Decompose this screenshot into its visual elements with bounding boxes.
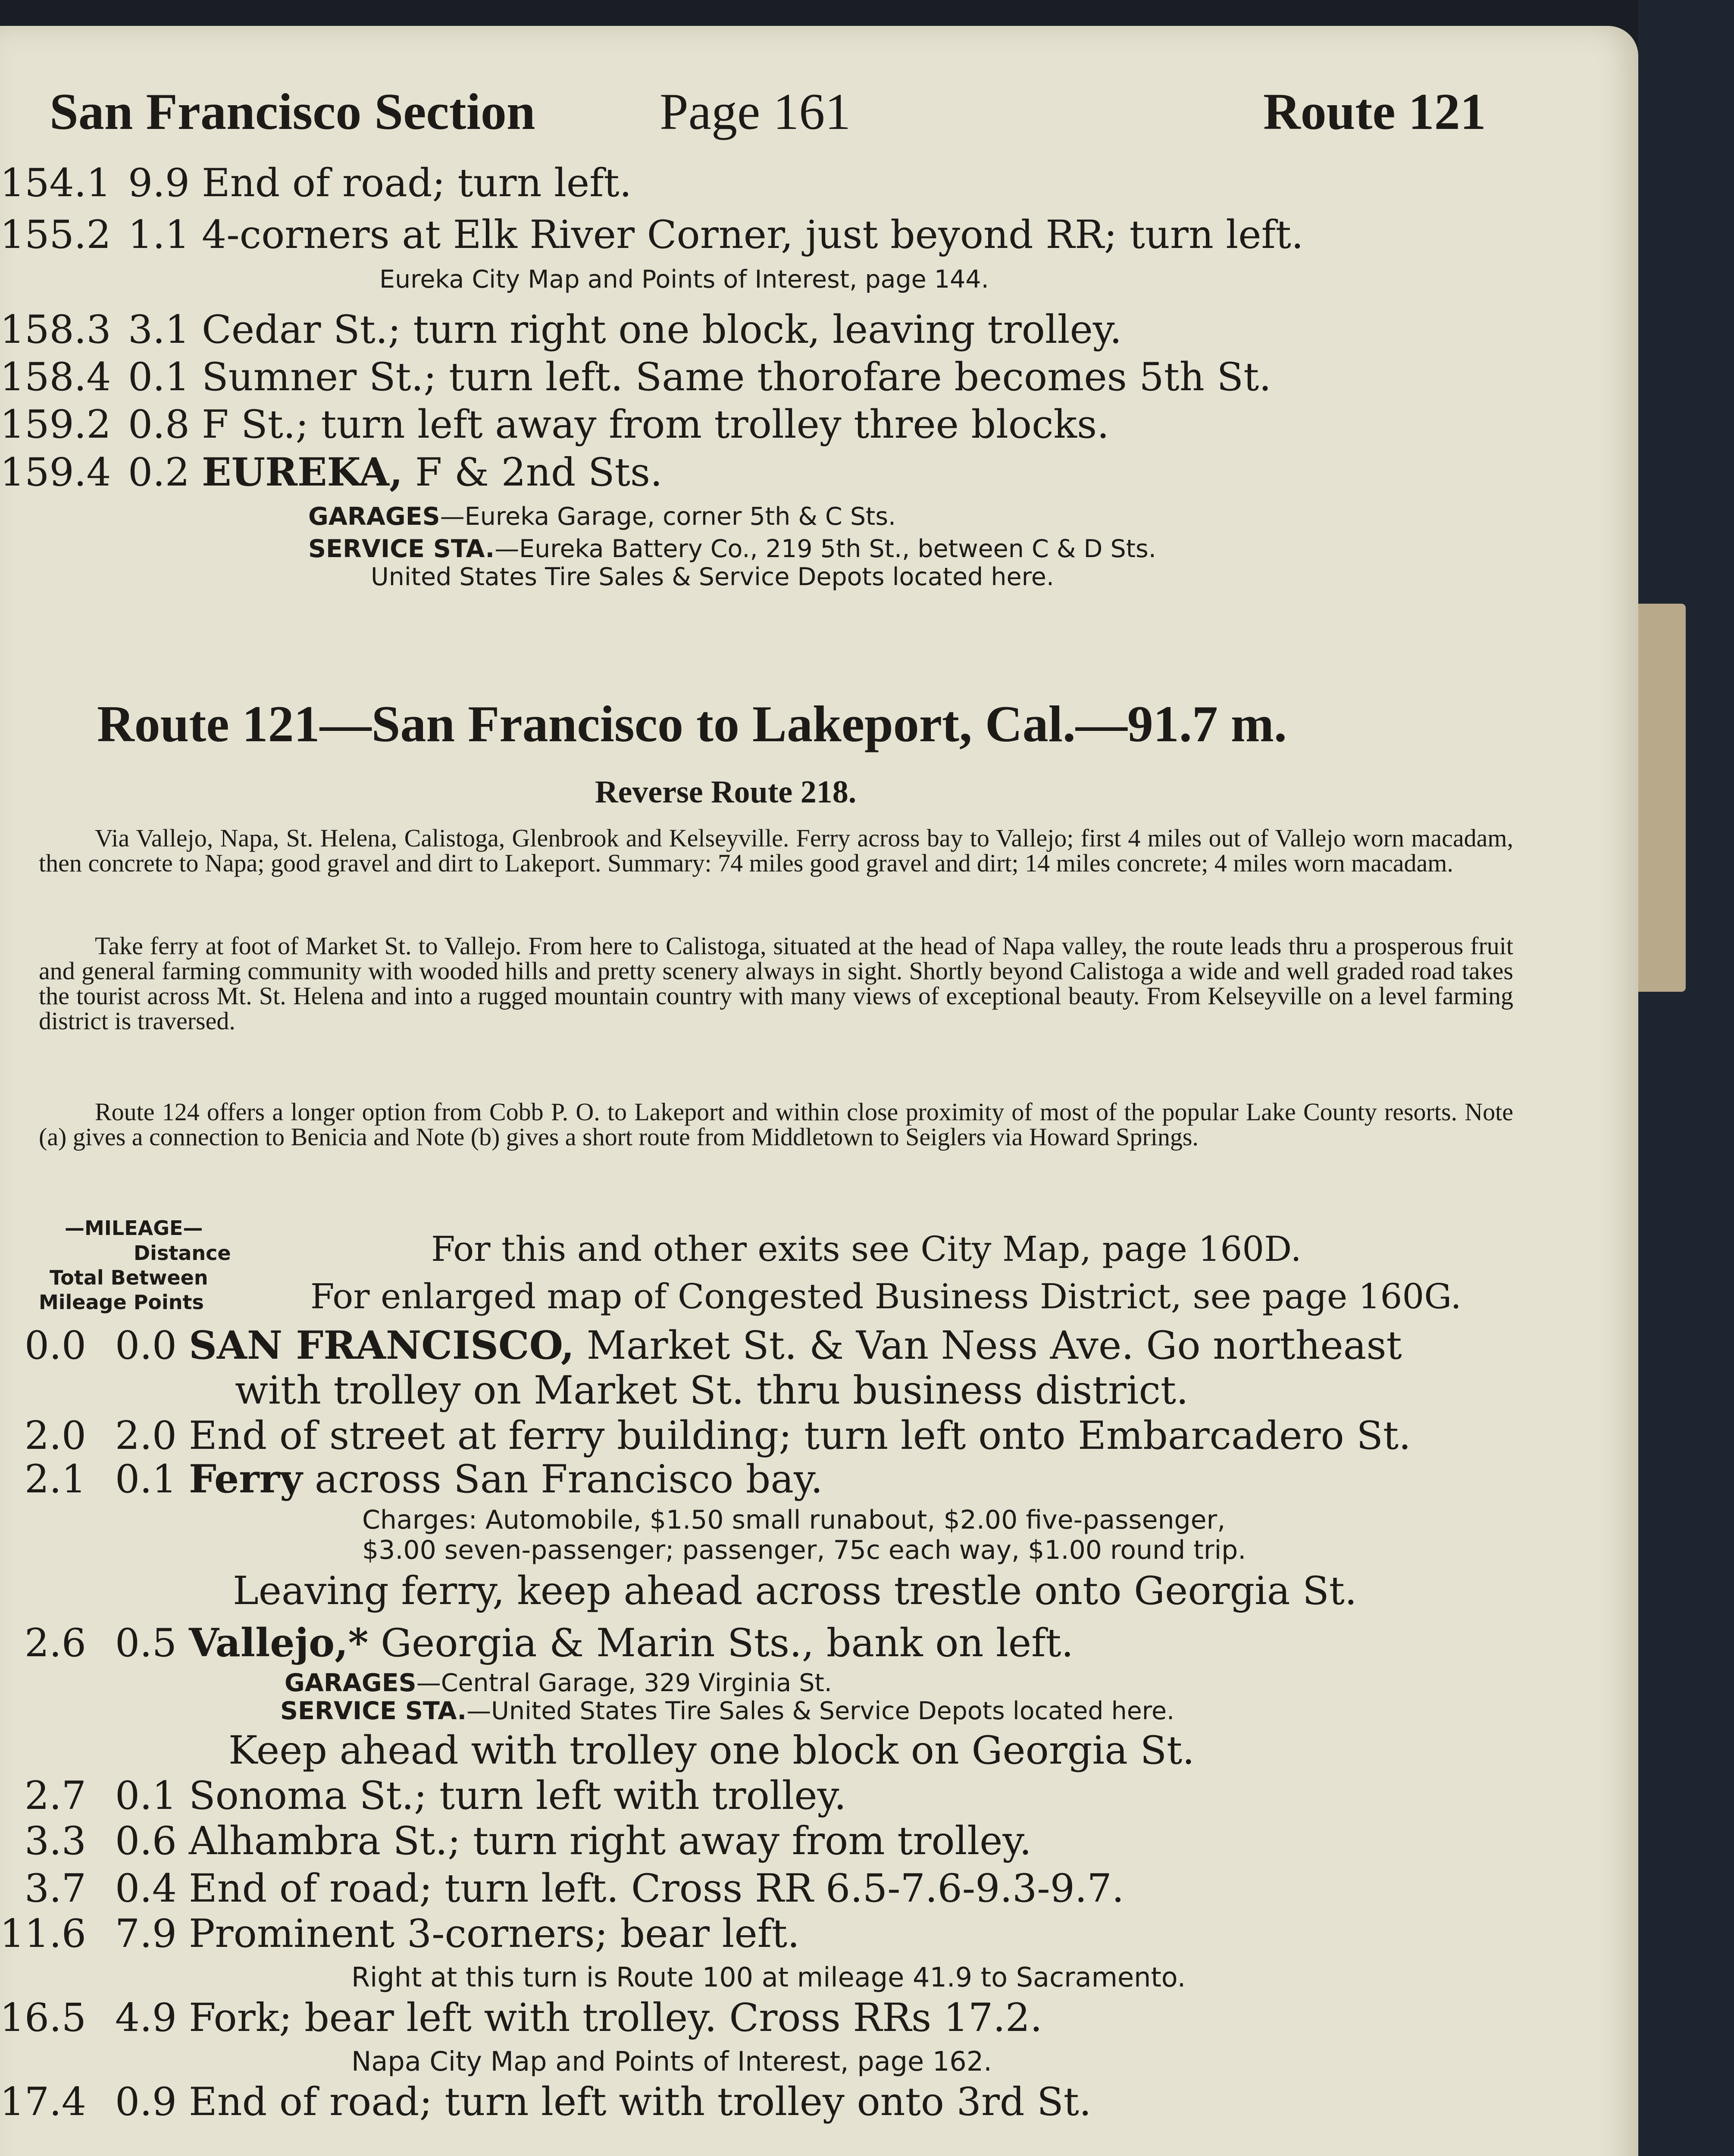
- mileage-distance: Distance: [134, 1241, 231, 1265]
- step-text: Sonoma St.; turn left with trolley.: [189, 1773, 847, 1818]
- step-distance: 0.4: [115, 1866, 177, 1911]
- step-row: [0, 1620, 1074, 1666]
- ferry-charges-line-1: Charges: Automobile, $1.50 small runabout, $2.00 five-passenger,: [362, 1505, 1226, 1535]
- step-text: Georgia & Marin Sts., bank on left.: [381, 1620, 1074, 1666]
- step-distance: 3.1: [128, 307, 190, 352]
- napa-note: Napa City Map and Points of Interest, page 162.: [351, 2046, 992, 2077]
- town-name: Vallejo,*: [189, 1620, 369, 1666]
- step-text: Market St. & Van Ness Ave. Go northeast: [586, 1323, 1402, 1368]
- step-text: Fork; bear left with trolley. Cross RRs 17.2.: [189, 1995, 1042, 2040]
- step-row: [0, 1911, 800, 1956]
- page-number: Page 161: [660, 83, 851, 140]
- step-total: 16.5: [0, 1995, 86, 2040]
- step-total: 2.7: [24, 1773, 86, 1818]
- step-total: 17.4: [0, 2079, 86, 2125]
- leaving-ferry: Leaving ferry, keep ahead across trestle onto Georgia St.: [233, 1568, 1357, 1614]
- step-note: Eureka City Map and Points of Interest, page 144.: [379, 265, 989, 294]
- step-distance: 0.6: [115, 1818, 177, 1864]
- step-total: 2.6: [24, 1620, 86, 1666]
- step-text: 4-corners at Elk River Corner, just beyond RR; turn left.: [202, 212, 1304, 257]
- step-distance: 4.9: [115, 1995, 177, 2040]
- route-100-note: Right at this turn is Route 100 at mileage 41.9 to Sacramento.: [351, 1962, 1186, 1993]
- service-station-line-2: United States Tire Sales & Service Depots located here.: [371, 563, 1054, 591]
- step-total: 11.6: [0, 1911, 86, 1956]
- step-row: [0, 307, 1122, 352]
- step-total: 159.2: [0, 402, 111, 447]
- step-text: F St.; turn left away from trolley three blocks.: [202, 402, 1109, 447]
- step-text: across San Francisco bay.: [314, 1457, 823, 1502]
- step-text: End of road; turn left with trolley onto 3rd St.: [189, 2079, 1092, 2125]
- step-row: [0, 1995, 1042, 2040]
- step-distance: 0.8: [128, 402, 190, 447]
- step-total: 3.3: [24, 1818, 86, 1864]
- service-station-line: SERVICE STA.—Eureka Battery Co., 219 5th St., between C & D Sts.: [308, 535, 1156, 563]
- section-title: San Francisco Section: [50, 83, 535, 140]
- step-text: F & 2nd Sts.: [415, 450, 663, 495]
- ferry-charges-line-2: $3.00 seven-passenger; passenger, 75c each way, $1.00 round trip.: [362, 1535, 1246, 1565]
- step-distance: 1.1: [128, 212, 190, 257]
- intro-paragraph: Via Vallejo, Napa, St. Helena, Calistoga, Glenbrook and Kelseyville. Ferry across bay to Vallejo; first 4 miles out of Vallejo worn macadam, then concrete to Napa; good gravel and dirt to Lakeport. Summary: 74 miles good gravel and dirt; 14 miles concrete; 4 miles worn macadam.: [39, 824, 1513, 877]
- mileage-header: —MILEAGE—: [65, 1216, 203, 1240]
- step-row: [0, 354, 1271, 400]
- step-distance: 0.5: [115, 1620, 177, 1666]
- reverse-route: Reverse Route 218.: [595, 774, 857, 810]
- route-number: Route 121: [1263, 83, 1486, 140]
- exits-line: For this and other exits see City Map, page 160D.: [431, 1229, 1302, 1269]
- step-distance: 0.9: [115, 2079, 177, 2125]
- step-row: [0, 1456, 823, 1502]
- step-row: [0, 1866, 1124, 1911]
- ferry-paragraph: Take ferry at foot of Market St. to Vallejo. From here to Calistoga, situated at the head of Napa valley, the route leads thru a prosperous fruit and general farming community with wooded hills and pretty scenery always in sight. Shortly beyond Calistoga a wide and well graded road takes the tourist across Mt. St. Helena and into a rugged mountain country with many views of exceptional beauty. From Kelseyville on a level farming district is traversed.: [39, 932, 1513, 1035]
- mileage-total-between: Total Between: [50, 1266, 208, 1289]
- step-distance: 0.2: [128, 450, 190, 495]
- step-distance: 0.1: [128, 354, 190, 400]
- mileage-points: Mileage Points: [39, 1291, 204, 1314]
- step-total: 155.2: [0, 212, 111, 257]
- step-row: [0, 449, 663, 495]
- book-spine: [1638, 0, 1734, 2156]
- step-total: 154.1: [0, 160, 111, 206]
- step-distance: 2.0: [115, 1413, 177, 1458]
- step-text: Alhambra St.; turn right away from trolley.: [189, 1818, 1032, 1864]
- step-distance: 7.9: [115, 1911, 177, 1956]
- step-text: Prominent 3-corners; bear left.: [189, 1911, 800, 1956]
- step-row: [0, 212, 1304, 257]
- route-124-paragraph: Route 124 offers a longer option from Cobb P. O. to Lakeport and within close proximity of most of the popular Lake County resorts. Note (a) gives a connection to Benicia and Note (b) gives a short route from Middletown to Seiglers via Howard Springs.: [39, 1098, 1513, 1151]
- keep-ahead: Keep ahead with trolley one block on Georgia St.: [228, 1728, 1195, 1773]
- page-tab: [1634, 604, 1686, 992]
- service-station-line: SERVICE STA.—United States Tire Sales & Service Depots located here.: [280, 1697, 1175, 1725]
- step-total: 158.3: [0, 307, 111, 352]
- step-total: 159.4: [0, 450, 111, 495]
- town-name: SAN FRANCISCO,: [189, 1322, 575, 1368]
- guidebook-page: [0, 26, 1638, 2156]
- step-text: End of street at ferry building; turn left onto Embarcadero St.: [189, 1413, 1411, 1458]
- step-distance: 9.9: [128, 160, 190, 206]
- town-name: Ferry: [189, 1456, 303, 1502]
- step-row: [0, 1818, 1032, 1864]
- step-total: 3.7: [24, 1866, 86, 1911]
- enlarged-map-line: For enlarged map of Congested Business District, see page 160G.: [310, 1276, 1462, 1316]
- step-distance: 0.1: [115, 1773, 177, 1818]
- garages-line: GARAGES—Central Garage, 329 Virginia St.: [285, 1669, 832, 1697]
- step-row: [0, 1322, 1402, 1368]
- step-total: 2.1: [24, 1457, 86, 1502]
- route-title: Route 121—San Francisco to Lakeport, Cal.—91.7 m.: [97, 695, 1287, 752]
- step-row: [0, 1413, 1411, 1458]
- step-row: [0, 2079, 1092, 2125]
- step-distance: 0.0: [115, 1323, 177, 1368]
- step-row: [0, 160, 632, 206]
- step-total: 158.4: [0, 354, 111, 400]
- town-name: EUREKA,: [202, 449, 403, 495]
- step-text: Cedar St.; turn right one block, leaving trolley.: [202, 307, 1122, 352]
- step-text: End of road; turn left.: [202, 160, 632, 206]
- step-distance: 0.1: [115, 1457, 177, 1502]
- step-text: End of road; turn left. Cross RR 6.5-7.6-9.3-9.7.: [189, 1866, 1124, 1911]
- step-continuation: with trolley on Market St. thru business district.: [235, 1368, 1189, 1413]
- garages-line: GARAGES—Eureka Garage, corner 5th & C Sts.: [308, 502, 896, 531]
- step-total: 0.0: [24, 1323, 86, 1368]
- step-text: Sumner St.; turn left. Same thorofare becomes 5th St.: [202, 354, 1271, 400]
- step-total: 2.0: [24, 1413, 86, 1458]
- step-row: [0, 402, 1109, 447]
- step-row: [0, 1773, 847, 1818]
